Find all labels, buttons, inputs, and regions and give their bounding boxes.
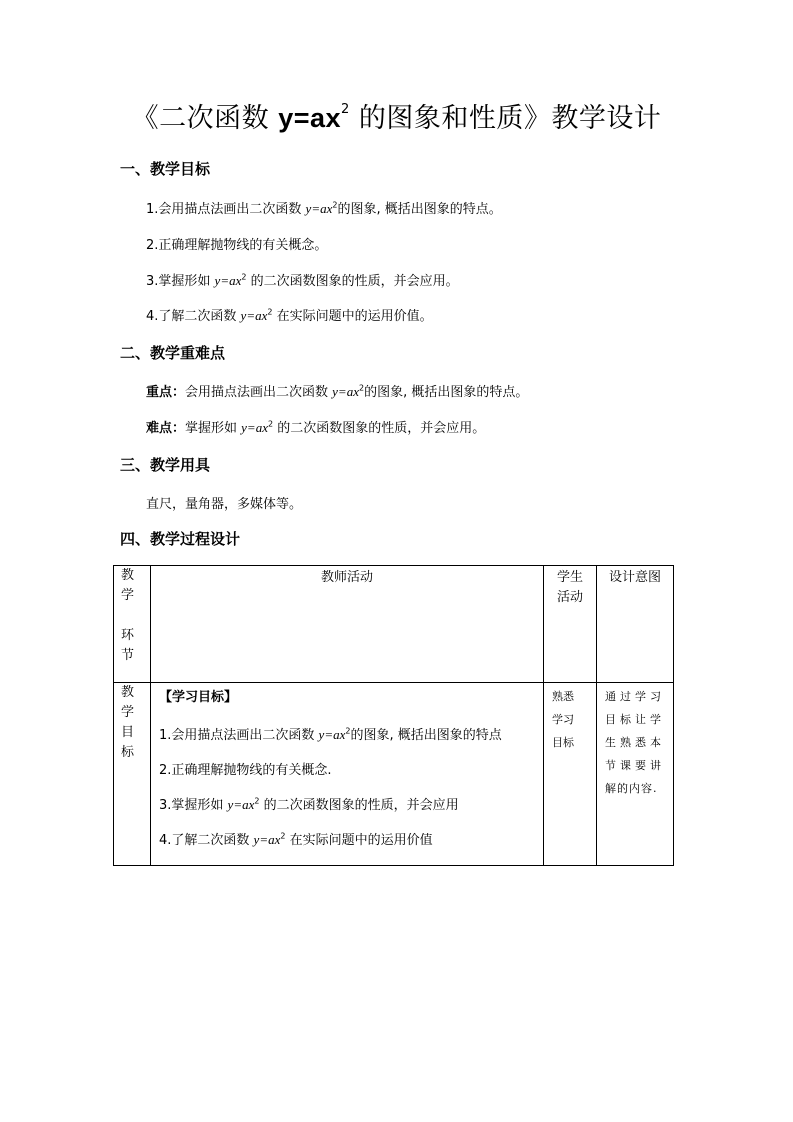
- learning-goals-heading: 【学习目标】: [159, 690, 238, 705]
- goal-item-1: 1.会用描点法画出二次函数 $y=ax^2$的图象, 概括出图象的特点: [159, 726, 502, 743]
- section-heading-key-points: 二、教学重难点: [120, 344, 226, 362]
- focus-point: 重点：会用描点法画出二次函数 $y=ax^2$的图象, 概括出图象的特点。: [146, 383, 529, 400]
- title-equation: y=ax: [278, 103, 342, 133]
- title-suffix: 的图象和性质》教学设计: [349, 103, 662, 134]
- difficulty-point: 难点：掌握形如 $y=ax^2$ 的二次函数图象的性质，并会应用。: [146, 419, 486, 436]
- objective-3: 3.掌握形如 $y=ax^2$ 的二次函数图象的性质，并会应用。: [146, 272, 459, 289]
- header-stage: 教 学 环 节: [114, 566, 151, 683]
- objective-1: 1.会用描点法画出二次函数 $y=ax^2$的图象, 概括出图象的特点。: [146, 200, 502, 217]
- process-table: [113, 565, 674, 866]
- objective-2: 2.正确理解抛物线的有关概念。: [146, 238, 328, 253]
- teacher-activity-cell: [151, 683, 544, 866]
- header-design-intent: 设计意图: [597, 566, 674, 683]
- header-student-activity: 学生 活动: [544, 566, 597, 683]
- title-prefix: 《二次函数: [131, 103, 279, 134]
- table-header-row: [114, 566, 674, 683]
- goal-item-4: 4.了解二次函数 $y=ax^2$ 在实际问题中的运用价值: [159, 831, 433, 848]
- student-activity-cell: 熟悉 学习 目标: [544, 683, 597, 866]
- tools-text: 直尺，量角器，多媒体等。: [146, 497, 303, 512]
- document-title: [0, 96, 793, 135]
- section-heading-tools: 三、教学用具: [120, 456, 211, 474]
- goal-item-3: 3.掌握形如 $y=ax^2$ 的二次函数图象的性质，并会应用: [159, 796, 459, 813]
- design-intent-cell: 通过学习 目标让学 生熟悉本 节课要讲 解的内容.: [597, 683, 674, 866]
- stage-cell: 教 学 目 标: [114, 683, 151, 866]
- table-row: [114, 683, 674, 866]
- objective-4: 4.了解二次函数 $y=ax^2$ 在实际问题中的运用价值。: [146, 307, 433, 324]
- section-heading-objectives: 一、教学目标: [120, 160, 211, 178]
- header-teacher-activity: 教师活动: [151, 566, 544, 683]
- title-superscript: 2: [341, 102, 350, 117]
- goal-item-2: 2.正确理解抛物线的有关概念.: [159, 763, 332, 778]
- section-heading-process: 四、教学过程设计: [120, 530, 241, 548]
